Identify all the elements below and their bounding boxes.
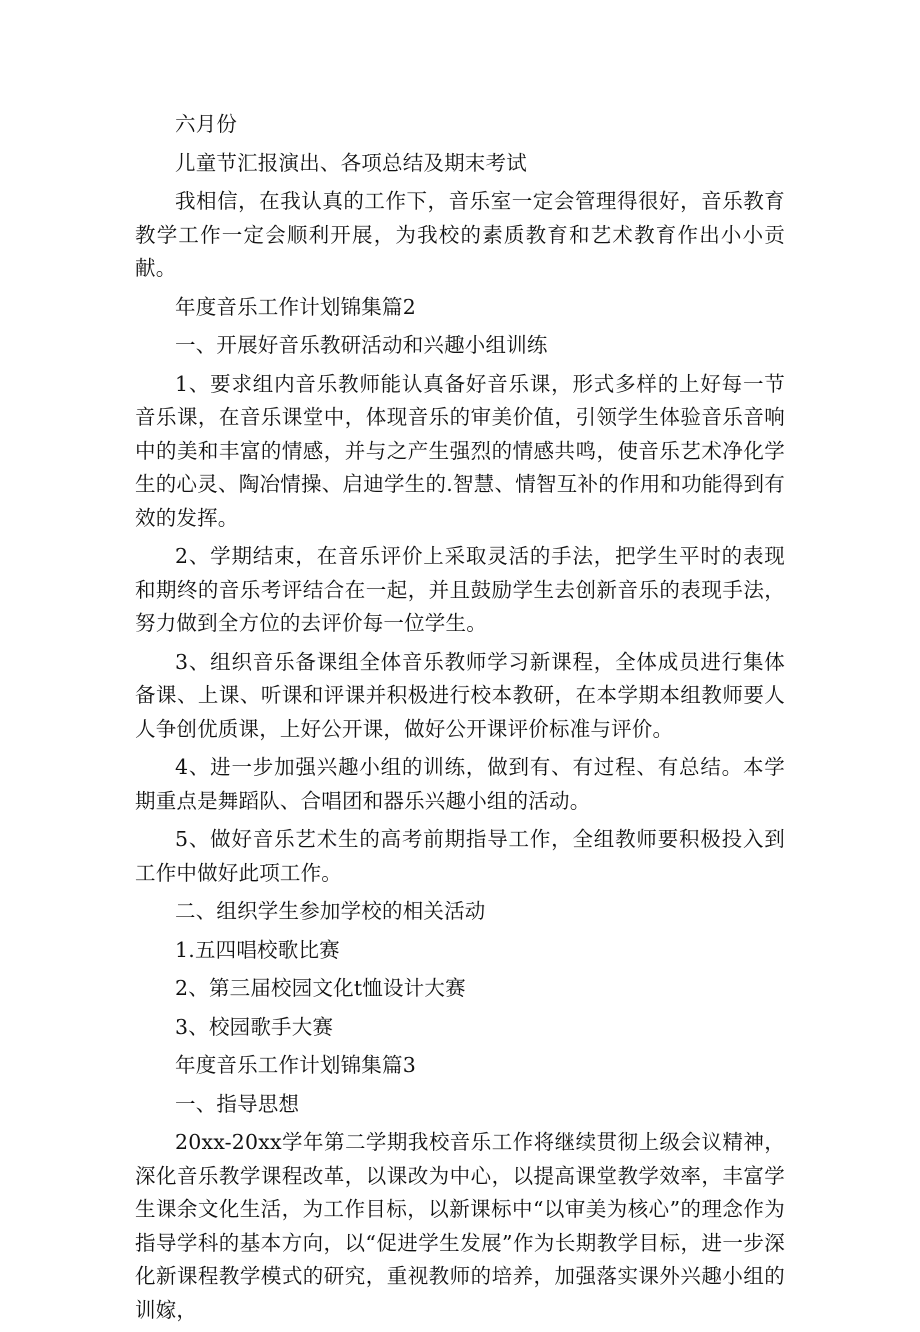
paragraph-item-2: 2、学期结束，在音乐评价上采取灵活的手法，把学生平时的表现和期终的音乐考评结合在一起，并且鼓励学生去创新音乐的表现手法，努力做到全方位的去评价每一位学生。 [135,544,785,635]
list-item-activity-3: 3、校园歌手大赛 [175,1014,334,1039]
list-item-activity-2: 2、第三届校园文化t恤设计大赛 [175,976,466,1000]
section-heading-part2: 年度音乐工作计划锦集篇2 [175,294,416,319]
section-heading-part3: 年度音乐工作计划锦集篇3 [175,1053,416,1077]
paragraph-item-5: 5、做好音乐艺术生的高考前期指导工作，全组教师要积极投入到工作中做好此项工作。 [135,827,785,885]
paragraph-conclusion: 我相信，在我认真的工作下，音乐室一定会管理得很好，音乐教育教学工作一定会顺利开展，为我校的素质教育和艺术教育作出小小贡献。 [135,189,785,280]
paragraph-item-4: 4、进一步加强兴趣小组的训练，做到有、有过程、有总结。本学期重点是舞蹈队、合唱团和器乐兴趣小组的活动。 [135,755,785,813]
subheading-school-activities: 二、组织学生参加学校的相关活动 [175,899,486,923]
paragraph-guiding-idea: 20xx-20xx学年第二学期我校音乐工作将继续贯彻上级会议精神，深化音乐教学课程改革，以课改为中心，以提高课堂教学效率，丰富学生课余文化生活，为工作目标，以新课标中“以审美为核心”的理念作为指导学科的基本方向，以“促进学生发展”作为长期教学目标，进一步深化新课程教学模式的研究，重视教师的培养，加强落实课外兴趣小组的训嫁， [135,1130,785,1322]
paragraph-item-1: 1、要求组内音乐教师能认真备好音乐课，形式多样的上好每一节音乐课，在音乐课堂中，体现音乐的审美价值，引领学生体验音乐音响中的美和丰富的情感，并与之产生强烈的情感共鸣，使音乐艺术净化学生的心灵、陶冶情操、启迪学生的.智慧、情智互补的作用和功能得到有效的发挥。 [135,371,785,530]
subheading-teaching-research: 一、开展好音乐教研活动和兴趣小组训练 [175,333,548,357]
document-body [135,108,785,1332]
paragraph-item-3: 3、组织音乐备课组全体音乐教师学习新课程，全体成员进行集体备课、上课、听课和评课并积极进行校本教研，在本学期本组教师要人人争创优质课，上好公开课，做好公开课评价标准与评价。 [135,649,785,741]
paragraph-june-events: 儿童节汇报演出、各项总结及期末考试 [175,150,527,175]
paragraph-month: 六月份 [175,112,238,136]
list-item-activity-1: 1.五四唱校歌比赛 [175,937,340,962]
subheading-guiding-idea: 一、指导思想 [175,1091,300,1116]
